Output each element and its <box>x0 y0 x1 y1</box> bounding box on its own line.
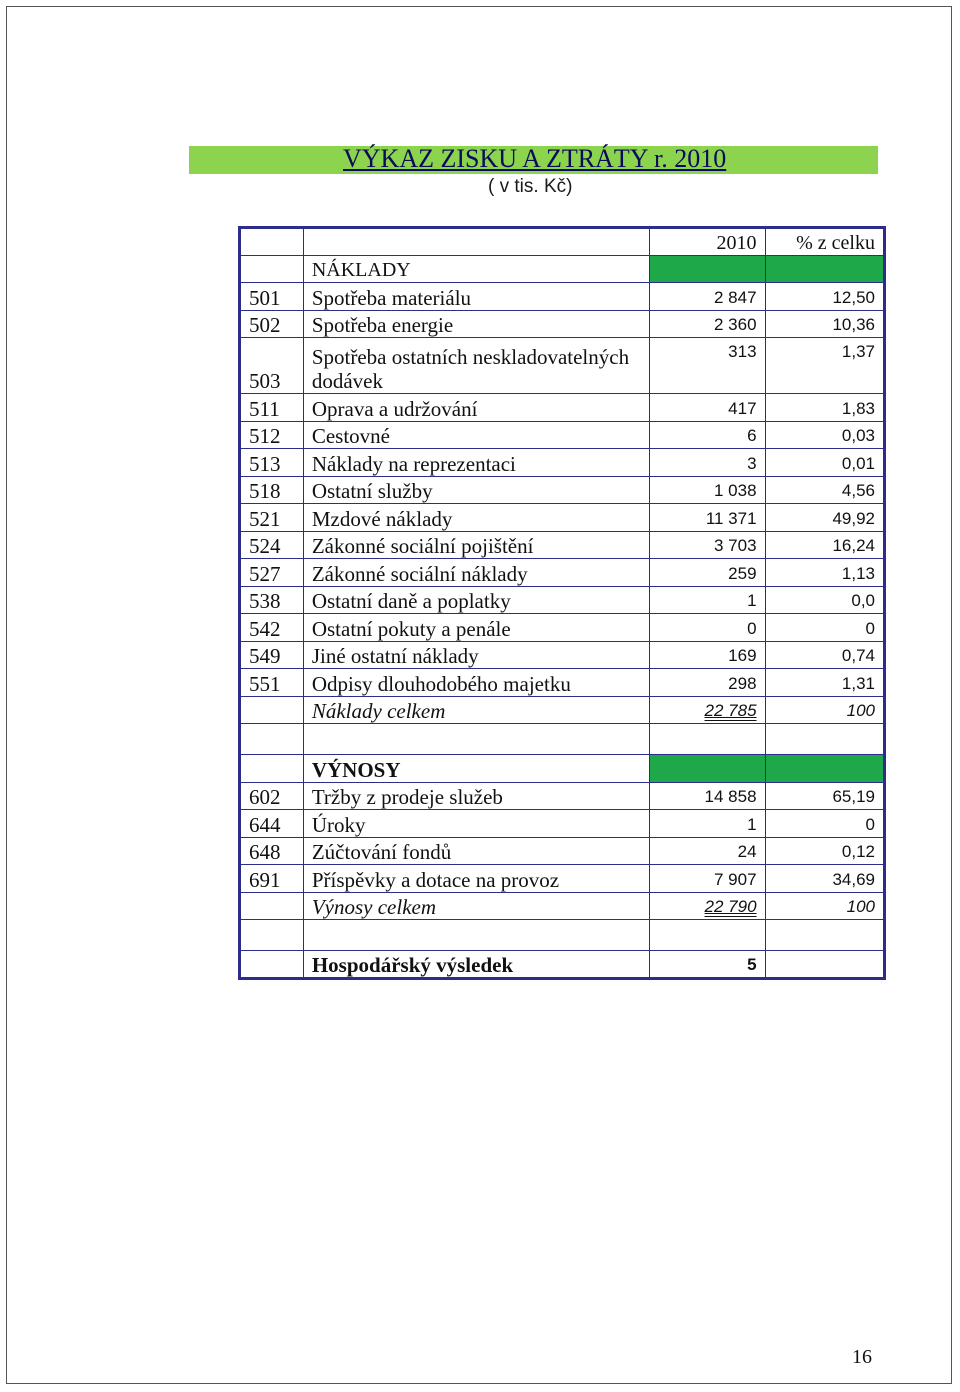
row-value: 3 703 <box>650 531 765 559</box>
revenues-total-label: Výnosy celkem <box>303 892 649 920</box>
table-row <box>240 559 885 587</box>
row-percent: 1,31 <box>765 669 884 697</box>
table-row <box>240 421 885 449</box>
row-percent: 4,56 <box>765 476 884 504</box>
row-code: 502 <box>240 310 304 338</box>
profit-loss-table <box>238 226 886 980</box>
row-value: 6 <box>650 421 765 449</box>
header-cell-code <box>240 228 304 256</box>
row-name: Zúčtování fondů <box>303 837 649 865</box>
revenues-heading-row <box>240 755 885 783</box>
green-cell <box>765 755 884 783</box>
row-name: Odpisy dlouhodobého majetku <box>303 669 649 697</box>
row-percent: 16,24 <box>765 531 884 559</box>
row-code: 549 <box>240 641 304 669</box>
report-subtitle: ( v tis. Kč) <box>488 176 573 197</box>
costs-total-value: 22 785 <box>650 696 765 724</box>
row-percent: 0,74 <box>765 641 884 669</box>
costs-total-pct: 100 <box>765 696 884 724</box>
revenues-total-pct: 100 <box>765 892 884 920</box>
row-code: 538 <box>240 586 304 614</box>
table-row <box>240 865 885 893</box>
table-row <box>240 586 885 614</box>
row-name: Cestovné <box>303 421 649 449</box>
empty-cell <box>765 951 884 979</box>
row-code: 551 <box>240 669 304 697</box>
header-percent: % z celku <box>765 228 884 256</box>
row-code: 501 <box>240 283 304 311</box>
revenues-total-value: 22 790 <box>650 892 765 920</box>
row-code: 511 <box>240 394 304 422</box>
row-code: 503 <box>240 338 304 394</box>
row-value: 313 <box>650 338 765 394</box>
table-row <box>240 810 885 838</box>
row-code: 644 <box>240 810 304 838</box>
row-name: Spotřeba ostatních neskladovatelných dodávek <box>303 338 649 394</box>
table-row <box>240 669 885 697</box>
row-percent: 65,19 <box>765 782 884 810</box>
result-value: 5 <box>650 951 765 979</box>
spacer-row <box>240 724 885 755</box>
row-name: Náklady na reprezentaci <box>303 449 649 477</box>
row-percent: 0,12 <box>765 837 884 865</box>
report-title: VÝKAZ ZISKU A ZTRÁTY r. 2010 <box>343 144 727 173</box>
row-percent: 1,37 <box>765 338 884 394</box>
row-percent: 0,03 <box>765 421 884 449</box>
row-code: 512 <box>240 421 304 449</box>
row-value: 2 847 <box>650 283 765 311</box>
row-percent: 12,50 <box>765 283 884 311</box>
row-code: 691 <box>240 865 304 893</box>
row-value: 259 <box>650 559 765 587</box>
row-percent: 49,92 <box>765 504 884 532</box>
row-value: 417 <box>650 394 765 422</box>
row-code: 542 <box>240 614 304 642</box>
row-name: Ostatní služby <box>303 476 649 504</box>
result-label: Hospodářský výsledek <box>303 951 649 979</box>
revenues-rows <box>240 782 885 892</box>
costs-rows <box>240 283 885 697</box>
row-name: Ostatní daně a poplatky <box>303 586 649 614</box>
row-percent: 1,83 <box>765 394 884 422</box>
revenues-total-row <box>240 892 885 920</box>
row-code: 648 <box>240 837 304 865</box>
row-name: Jiné ostatní náklady <box>303 641 649 669</box>
header-year: 2010 <box>650 228 765 256</box>
page-number: 16 <box>852 1346 872 1368</box>
row-name: Oprava a udržování <box>303 394 649 422</box>
row-name: Ostatní pokuty a penále <box>303 614 649 642</box>
table-row <box>240 837 885 865</box>
table-row <box>240 310 885 338</box>
row-name: Mzdové náklady <box>303 504 649 532</box>
row-name: Úroky <box>303 810 649 838</box>
table-row <box>240 782 885 810</box>
row-value: 169 <box>650 641 765 669</box>
empty-cell <box>240 755 304 783</box>
spacer-row <box>240 920 885 951</box>
table-row <box>240 476 885 504</box>
row-code: 513 <box>240 449 304 477</box>
table-row <box>240 641 885 669</box>
row-name: Spotřeba materiálu <box>303 283 649 311</box>
green-cell <box>650 755 765 783</box>
row-percent: 0,01 <box>765 449 884 477</box>
row-name: Zákonné sociální pojištění <box>303 531 649 559</box>
row-value: 3 <box>650 449 765 477</box>
header-row <box>240 228 885 256</box>
revenues-heading: VÝNOSY <box>303 755 649 783</box>
table-row <box>240 338 885 394</box>
row-name: Příspěvky a dotace na provoz <box>303 865 649 893</box>
green-cell <box>650 255 765 283</box>
row-percent: 1,13 <box>765 559 884 587</box>
row-value: 24 <box>650 837 765 865</box>
row-value: 1 <box>650 810 765 838</box>
row-percent: 0 <box>765 614 884 642</box>
row-percent: 34,69 <box>765 865 884 893</box>
empty-cell <box>240 951 304 979</box>
empty-cell <box>240 696 304 724</box>
row-value: 298 <box>650 669 765 697</box>
empty-cell <box>240 255 304 283</box>
green-cell <box>765 255 884 283</box>
row-code: 524 <box>240 531 304 559</box>
costs-heading: NÁKLADY <box>303 255 649 283</box>
table-row <box>240 531 885 559</box>
costs-total-row <box>240 696 885 724</box>
table-row <box>240 504 885 532</box>
table-row <box>240 283 885 311</box>
costs-total-label: Náklady celkem <box>303 696 649 724</box>
table-row <box>240 449 885 477</box>
row-value: 14 858 <box>650 782 765 810</box>
row-percent: 0,0 <box>765 586 884 614</box>
row-code: 518 <box>240 476 304 504</box>
row-percent: 0 <box>765 810 884 838</box>
row-value: 1 038 <box>650 476 765 504</box>
empty-cell <box>240 892 304 920</box>
row-name: Tržby z prodeje služeb <box>303 782 649 810</box>
row-name: Spotřeba energie <box>303 310 649 338</box>
result-row <box>240 951 885 979</box>
row-value: 11 371 <box>650 504 765 532</box>
row-value: 2 360 <box>650 310 765 338</box>
table-row <box>240 614 885 642</box>
row-code: 527 <box>240 559 304 587</box>
costs-heading-row <box>240 255 885 283</box>
table-row <box>240 394 885 422</box>
row-value: 7 907 <box>650 865 765 893</box>
row-code: 521 <box>240 504 304 532</box>
header-cell-name <box>303 228 649 256</box>
row-value: 0 <box>650 614 765 642</box>
row-percent: 10,36 <box>765 310 884 338</box>
row-code: 602 <box>240 782 304 810</box>
row-value: 1 <box>650 586 765 614</box>
row-name: Zákonné sociální náklady <box>303 559 649 587</box>
